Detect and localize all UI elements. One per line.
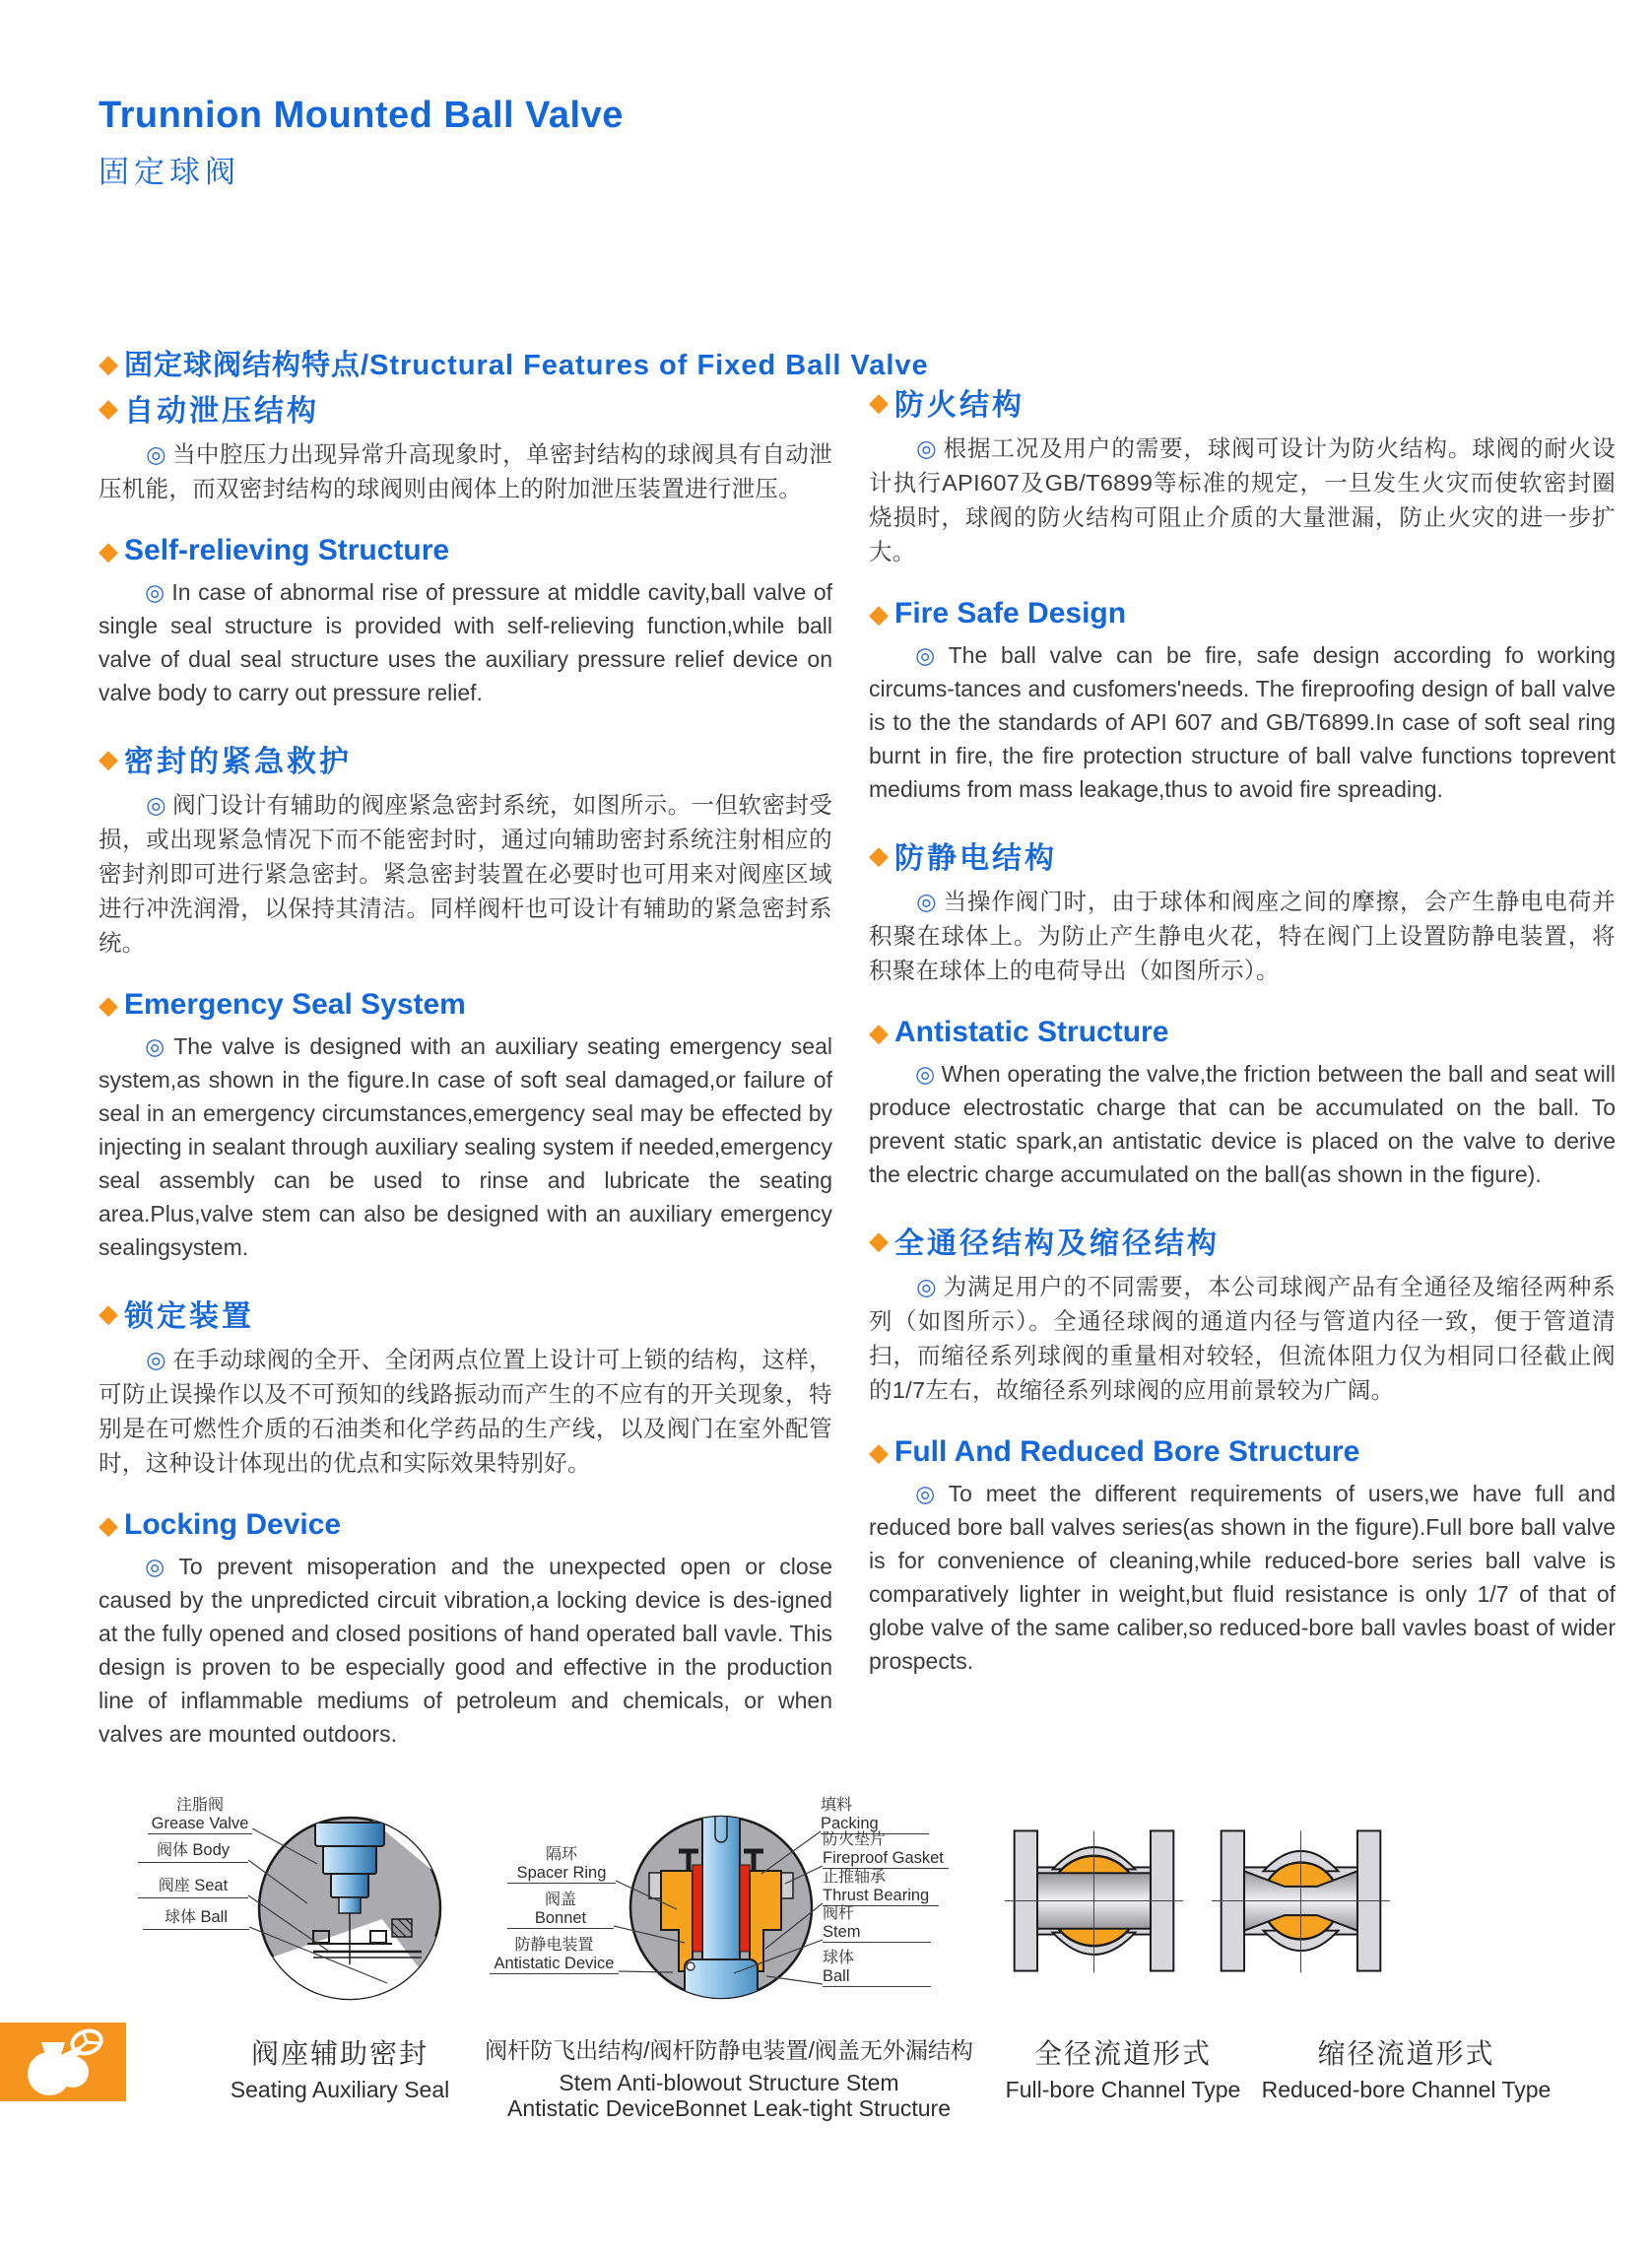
hatch-seal [392,1919,412,1937]
paragraph-text: 阀门设计有辅助的阀座紧急密封系统，如图所示。一但软密封受损，或出现紧急情况下而不能密封时，通过向辅助密封系统注射相应的密封剂即可进行紧急密封。紧急密封装置在必要时也可用来对阀座区域进行冲洗润滑，以保持其清洁。同样阀杆也可设计有辅助的紧急密封系统。 [99,792,832,956]
paragraph-marker: ◎ [145,579,166,605]
section-heading [99,988,832,1022]
callout-packing [821,1798,929,1834]
callout-zh: 球体 [823,1950,855,1966]
callout-fireproof-gasket [823,1832,949,1869]
section-bore-en [869,1435,1616,1678]
callout-zh: 止推轴承 [823,1869,887,1886]
diamond-icon: ◆ [99,990,118,1020]
caption-en: Reduced-bore Channel Type [1261,2077,1552,2102]
section-heading [99,534,832,567]
callout-zh: 注脂阀 [175,1797,224,1814]
column-right [869,380,1616,1678]
paragraph-text: The valve is designed with an auxiliary seating emergency seal system,as shown in the figure.In case of soft seal damaged,or failure of seal in an emergency circumstances,emergency seal may be effected by injecting in sealant through auxiliary sealing system if needed,emergency seal assembly can be used to rinse and lubricate the seating area.Plus,valve stem can also be designed with an auxiliary emergency sealingsystem. [99,1033,832,1260]
section-emergency-seal-zh [99,737,832,961]
section-header [99,343,929,383]
callout-en: Seat [194,1877,229,1894]
diamond-icon: ◆ [99,536,118,565]
callout-en: Bonnet [534,1909,587,1927]
callout-zh: 填料 [821,1797,853,1814]
callout-en: Ball [823,1967,850,1985]
diamond-icon: ◆ [99,393,118,423]
section-heading-text: Fire Safe Design [894,597,1127,630]
section-heading-text: 全通径结构及缩径结构 [894,1228,1220,1260]
caption-zh: 阀杆防飞出结构/阀杆防静电装置/阀盖无外漏结构 [485,2037,973,2063]
callout-en: Ball [200,1908,228,1926]
callout-stem [823,1906,931,1943]
paragraph-text: 为满足用户的不同需要，本公司球阀产品有全通径及缩径两种系列（如图所示）。全通径球阀的通道内径与管道内径一致，便于管道清扫，而缩径系列球阀的重量相对较轻，但流体阻力仅为相同口径截止阀的1/7左右，故缩径系列球阀的应用前景较为广阔。 [869,1274,1616,1403]
callout-zh: 阀座 [158,1878,190,1894]
section-heading [99,1508,832,1542]
seating-auxiliary-seal-diagram [256,1815,443,2002]
paragraph-marker: ◎ [916,889,938,914]
column-left [99,386,832,1751]
paragraph-marker: ◎ [146,792,167,818]
section-heading-text: Full And Reduced Bore Structure [894,1435,1360,1468]
section-heading-text: Self-relieving Structure [124,534,450,566]
callout-seat [138,1877,248,1898]
callout-en: Stem [823,1923,861,1941]
section-paragraph [99,1550,832,1751]
paragraph-text: 根据工况及用户的需要，球阀可设计为防火结构。球阀的耐火设计执行API607及GB/T6899等标准的规定，一旦发生火灾而使软密封圈烧损时，球阀的防火结构可阻止介质的大量泄漏，防止火灾的进一步扩大。 [869,435,1616,564]
callout-en: Body [192,1841,231,1859]
section-heading-text: 防静电结构 [894,842,1057,875]
callout-zh: 阀盖 [544,1892,576,1908]
page-subtitle: 固定球阀 [99,155,240,189]
caption-reduced-bore [1236,2032,1576,2102]
callout-ball [143,1908,249,1930]
section-antistatic-en [869,1016,1616,1191]
callout-zh: 隔环 [545,1846,577,1863]
callout-en: Packing [821,1815,879,1832]
stem-antiblowout-diagram [628,1814,815,2001]
section-paragraph [869,885,1616,988]
paragraph-marker: ◎ [145,1554,173,1579]
page-title: Trunnion Mounted Ball Valve [99,95,624,136]
ball-valve-icon [0,2023,126,2101]
diamond-icon: ◆ [99,348,118,378]
callout-zh: 防火垫片 [823,1831,887,1848]
section-heading [869,597,1616,631]
paragraph-marker: ◎ [915,1061,936,1087]
diamond-icon: ◆ [869,1018,889,1047]
section-fire-safe-en [869,597,1616,806]
diamond-icon: ◆ [869,387,889,417]
diamond-icon: ◆ [99,744,118,773]
section-heading [869,1219,1616,1262]
section-locking-zh [99,1292,832,1481]
full-bore-diagram [1003,1810,1185,1992]
figure-strip [0,1798,1652,2133]
callout-bonnet [507,1892,614,1929]
paragraph-marker: ◎ [146,1347,167,1372]
caption-en: Full-bore Channel Type [1005,2077,1241,2102]
section-heading-text: Locking Device [124,1508,342,1541]
callout-ball-2 [823,1951,931,1987]
section-paragraph [869,1270,1616,1408]
diamond-icon: ◆ [99,1510,118,1540]
paragraph-text: 在手动球阀的全开、全闭两点位置上设计可上锁的结构，这样，可防止误操作以及不可预知的线路振动而产生的不应有的开关现象，特别是在可燃性介质的石油类和化学药品的生产线，以及阀门在室外配管时，这种设计体现出的优点和实际效果特别好。 [99,1347,832,1476]
section-heading-text: 自动泄压结构 [124,395,319,428]
section-heading-text: Emergency Seal System [124,988,466,1021]
paragraph-text: To prevent misoperation and the unexpected open or close caused by the unpredicted circuit vibration,a locking device is des-igned at the fully opened and closed positions of hand operated ball vavle. This design is proven to be especially good and effective in the production line of inflammable mediums of petroleum and chemicals, or when valves are mounted outdoors. [99,1554,832,1747]
section-heading-text: 锁定装置 [124,1300,254,1333]
section-heading [869,380,1616,424]
callout-spacer-ring [507,1847,616,1884]
section-heading-text: Antistatic Structure [894,1016,1169,1048]
callout-en: Thrust Bearing [823,1887,930,1904]
paragraph-text: 当中腔压力出现异常升高现象时，单密封结构的球阀具有自动泄压机能，而双密封结构的球阀则由阀体上的附加泄压装置进行泄压。 [99,441,832,501]
diamond-icon: ◆ [869,1226,889,1255]
paragraph-marker: ◎ [915,642,943,668]
callout-zh: 球体 [165,1909,197,1926]
caption-en-line1: Stem Anti-blowout Structure Stem [559,2070,899,2095]
caption-zh: 全径流道形式 [1033,2038,1212,2069]
paragraph-text: In case of abnormal rise of pressure at middle cavity,ball valve of single seal structure is provided with self-relieving function,while ball valve of dual seal structure uses the auxiliary pressure relief device on valve body to carry out pressure relief. [99,579,833,705]
section-heading-text: 防火结构 [894,389,1024,422]
section-paragraph [869,431,1616,569]
section-self-relieving [99,534,832,709]
section-paragraph [99,1343,832,1481]
paragraph-text: 当操作阀门时，由于球体和阀座之间的摩擦，会产生静电电荷并积聚在球体上。为防止产生静电火花，特在阀门上设置防静电装置，将积聚在球体上的电荷导出（如图所示）。 [869,889,1616,983]
caption-en-line2: Antistatic DeviceBonnet Leak-tight Structure [506,2095,951,2121]
callout-en: Grease Valve [151,1815,249,1832]
caption-en: Seating Auxiliary Seal [230,2077,450,2102]
section-heading [99,1292,832,1335]
diamond-icon: ◆ [869,1437,889,1467]
section-heading [869,1016,1616,1049]
caption-zh: 缩径流道形式 [1317,2038,1495,2069]
paragraph-text: When operating the valve,the friction between the ball and seat will produce electrostatic charge that can be accumulated on the ball. To prevent static spark,an antistatic device is placed on the valve to derive the electric charge accumulated on the ball(as shown in the figure). [869,1061,1617,1187]
diamond-icon: ◆ [869,840,889,870]
callout-en: Antistatic Device [494,1955,615,1972]
section-locking-en [99,1508,832,1751]
section-fire-safe-zh [869,380,1616,569]
diamond-icon: ◆ [99,1298,118,1328]
section-heading-text: 密封的紧急救护 [124,746,352,778]
section-heading [99,386,832,430]
section-header-text: 固定球阀结构特点/Structural Features of Fixed Ball Valve [124,350,929,381]
callout-body [138,1841,248,1863]
section-paragraph [99,575,832,709]
caption-stem-antiblowout [443,2032,1015,2121]
paragraph-marker: ◎ [146,441,167,467]
callout-zh: 阀体 [156,1842,188,1859]
section-paragraph [869,638,1616,806]
title-block [99,95,624,191]
section-paragraph [99,437,832,506]
callout-zh: 防静电装置 [514,1937,594,1954]
section-auto-pressure-relief [99,386,832,506]
callout-en: Spacer Ring [516,1864,607,1882]
caption-zh: 阀座辅助密封 [250,2038,429,2069]
section-bore-zh [869,1219,1616,1408]
paragraph-text: To meet the different requirements of users,we have full and reduced bore ball valves series(as shown in the figure).Full bore ball valve is for convenience of cleaning,while reduced-bore series ball valve is comparatively lighter in weight,but fluid resistance is only 1/7 of that of globe valve of the same caliber,so reduced-bore ball vavles boast of wider prospects. [869,1481,1616,1674]
callout-antistatic-device [490,1938,619,1974]
callout-thrust-bearing [823,1870,939,1906]
section-paragraph [869,1477,1616,1678]
callout-grease-valve [148,1798,252,1834]
section-heading [869,1435,1616,1469]
section-emergency-seal-en [99,988,832,1264]
callout-zh: 阀杆 [823,1905,855,1922]
diamond-icon: ◆ [869,599,889,629]
paragraph-marker: ◎ [145,1033,168,1059]
section-paragraph [99,1029,832,1264]
section-heading [869,833,1616,877]
paragraph-marker: ◎ [916,1274,938,1299]
paragraph-marker: ◎ [916,435,938,461]
section-heading [99,737,832,780]
callout-en: Fireproof Gasket [823,1849,944,1867]
logo-block [0,2023,126,2101]
paragraph-text: The ball valve can be fire, safe design according fo working circums-tances and cusfomers'needs. The fireproofing design of ball valve is to the the standards of API 607 and GB/T6899.In case of soft seal ring burnt in fire, the fire protection structure of ball valve functions toprevent mediums from mass leakage,thus to avoid fire spreading. [869,642,1616,802]
reduced-bore-diagram [1210,1810,1392,1992]
section-paragraph [99,788,832,961]
section-antistatic-zh [869,833,1616,988]
paragraph-marker: ◎ [915,1481,943,1506]
section-paragraph [869,1057,1616,1191]
